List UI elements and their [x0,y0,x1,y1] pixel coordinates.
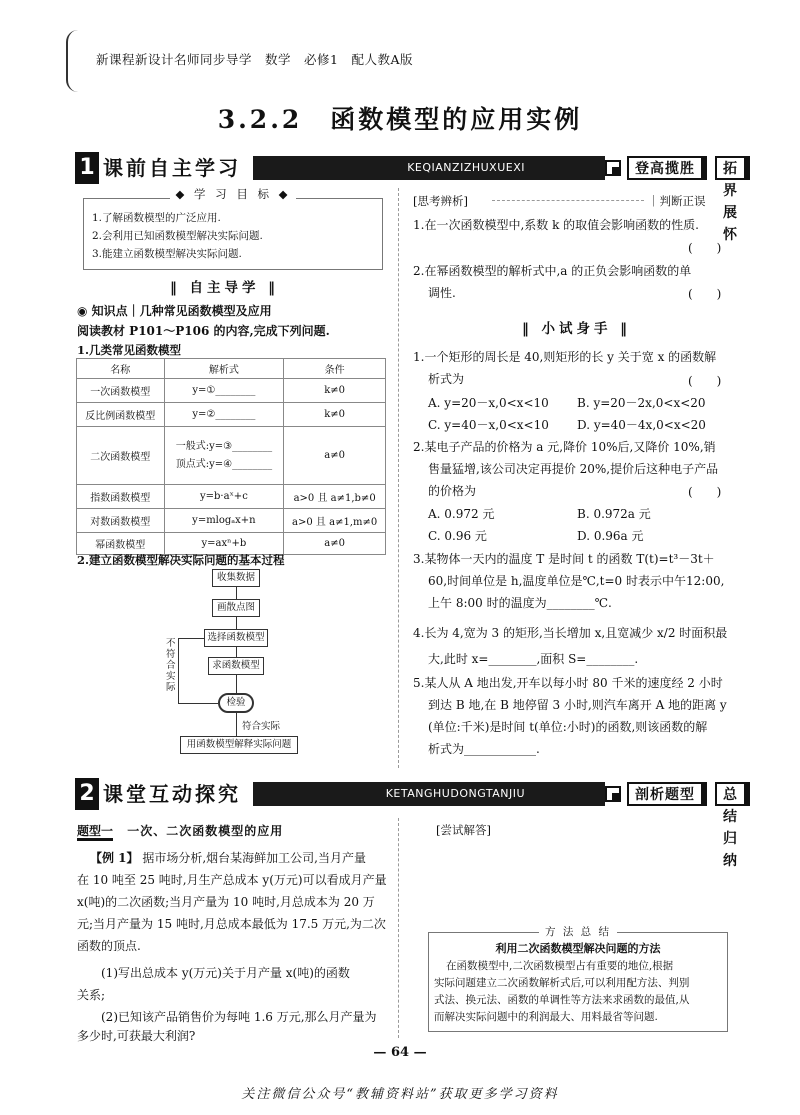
table-cell: 一次函数模型 [77,379,165,403]
think-label: [思考辨析] [413,194,468,208]
table-header-cell: 名称 [77,359,165,379]
try-answer-label: [尝试解答] [436,823,491,837]
option-a: A. 0.972 元 [428,507,495,521]
book-header: 新课程新设计名师同步导学 数学 必修1 配人教A版 [96,52,413,67]
flow-arrow [236,675,237,693]
flow-step-scatter: 画散点图 [212,599,260,617]
objectives-title-text: 学 习 目 标 [194,187,272,201]
flow-arrow [236,713,237,736]
example-line: 在 10 吨至 25 吨时,月生产总成本 y(万元)可以看成月产量 [77,873,387,887]
table-cell: y=②________ [164,403,284,427]
flow-arrow [236,617,237,629]
table-header-cell: 解析式 [164,359,284,379]
answer-paren: ( ) [688,374,722,388]
table-row [77,379,386,403]
flow-label-no: 不符合实际 [166,638,176,693]
method-line: 而解决实际问题中的利润最大、用料最省等问题. [434,1011,658,1023]
table-header-row [77,359,386,379]
knowledge-point: ◉ 知识点｜几种常见函数模型及应用 [77,304,272,318]
square-icon [605,160,621,176]
option-b: B. y=20－2x,0<x<20 [577,396,706,410]
objective-item: 3.能建立函数模型解决实际问题. [92,248,242,260]
table-row [77,485,386,509]
trial-q5-cont: 析式为____________. [428,742,540,756]
option-d: D. 0.96a 元 [577,529,644,543]
section-title: 课堂互动探究 [103,782,241,806]
trial-q3-cont: 60,时间单位是 h,温度单位是℃,t=0 时表示中午12:00, [428,574,725,588]
flow-step-explain: 用函数模型解释实际问题 [180,736,298,754]
section-bar [253,782,605,806]
flow-step-solve-model: 求函数模型 [208,657,264,675]
flow-step-collect: 收集数据 [212,569,260,587]
problem-type-label: 题型一 [77,824,113,841]
trial-heading: ‖ 小试身手 ‖ [522,321,631,337]
option-a: A. y=20－x,0<x<10 [428,396,549,410]
table-cell: k≠0 [284,403,386,427]
table-cell: 指数函数模型 [77,485,165,509]
method-line: 在函数模型中,二次函数模型占有重要的地位,根据 [446,960,674,972]
table-cell: y=b·aˣ+c [164,485,284,509]
objective-item: 2.会利用已知函数模型解决实际问题. [92,230,263,242]
square-icon [605,786,621,802]
table-cell: 对数函数模型 [77,509,165,533]
table-cell: 幂函数模型 [77,533,165,555]
example-line: 元;当月产量为 15 吨时,月总成本最低为 17.5 万元,为二次 [77,917,386,931]
column-divider [398,818,399,1038]
knowledge-label: ◉ 知识点 [77,304,128,318]
guide-heading: ‖ 自主导学 ‖ [170,280,279,296]
page-title: 3.2.2 函数模型的应用实例 [217,105,583,134]
section-number: 2 [75,778,99,810]
subsection-2-title: 2.建立函数模型解决实际问题的基本过程 [77,553,285,567]
option-b: B. 0.972a 元 [577,507,651,521]
section-tag-1: 登高揽胜 [627,156,707,180]
trial-q4: 4.长为 4,宽为 3 的矩形,当长增加 x,且宽减少 x/2 时面积最 [413,626,728,640]
section-pinyin: KEQIANZIZHUXUEXI [407,161,525,174]
header-decoration [66,30,80,92]
reading-instruction: 阅读教材 P101～P106 的内容,完成下列问题. [77,324,330,338]
table-header-cell: 条件 [284,359,386,379]
section-pinyin: KETANGHUDONGTANJIU [385,787,525,800]
option-c: C. 0.96 元 [428,529,487,543]
trial-q5-cont: 到达 B 地,在 B 地停留 3 小时,则汽车离开 A 地的距离 y [428,698,727,712]
flow-arrow [236,647,237,657]
table-row [77,427,386,485]
table-cell: y=axⁿ+b [164,533,284,555]
trial-q2-cont: 的价格为 [428,484,477,498]
answer-paren: ( ) [688,241,722,255]
problem-type-heading [77,822,283,839]
method-line: 式法、换元法、函数的单调性等方法来求函数的最值,从 [434,994,690,1006]
example-line: x(吨)的二次函数;当月产量为 10 吨时,月总成本为 20 万 [77,895,375,909]
flow-loop-line [178,638,204,639]
flow-label-yes: 符合实际 [242,721,281,732]
answer-paren: ( ) [688,287,722,301]
knowledge-title: 几种常见函数模型及应用 [139,304,272,318]
page-number: — 64 — [373,1045,427,1060]
table-cell: 反比例函数模型 [77,403,165,427]
trial-q1: 1.一个矩形的周长是 40,则矩形的长 y 关于宽 x 的函数解 [413,350,717,364]
table-cell: a≠0 [284,533,386,555]
think-right-label: ｜判断正误 [648,194,706,208]
example-line: 函数的顶点. [77,939,141,953]
think-q1-text: 1.在一次函数模型中,系数 k 的取值会影响函数的性质. [413,218,699,232]
trial-q2: 2.某电子产品的价格为 a 元,降价 10%后,又降价 10%,销 [413,440,716,454]
flow-loop-line [178,638,179,703]
trial-q1-cont: 析式为 [428,372,465,386]
example-line: 多少时,可获最大利润? [77,1029,196,1043]
think-question-1 [413,214,729,258]
example-line: (1)写出总成本 y(万元)关于月产量 x(吨)的函数 [101,966,350,980]
table-cell: k≠0 [284,379,386,403]
table-cell: y=①________ [164,379,284,403]
method-line: 实际问题建立二次函数解析式后,可以利用配方法、判别 [434,977,690,989]
trial-title: 小试身手 [541,321,612,337]
think-question-2-cont: 调性. [428,286,456,300]
think-question-2: 2.在幂函数模型的解析式中,a 的正负会影响函数的单 [413,264,692,278]
example-line: 关系; [77,988,106,1002]
flow-step-choose-model: 选择函数模型 [204,629,268,647]
answer-paren: ( ) [688,485,722,499]
table-cell: a≠0 [284,427,386,485]
table-cell: 二次函数模型 [77,427,165,485]
example-line [90,847,366,869]
flow-step-verify: 检验 [218,693,254,713]
method-title: 方 法 总 结 [539,926,617,938]
section-tag-2: 总结归纳 [715,782,750,806]
section-number: 1 [75,152,99,184]
option-c: C. y=40－x,0<x<10 [428,418,549,432]
method-subtitle: 利用二次函数模型解决问题的方法 [495,942,661,955]
section-tag-2: 拓界展怀 [715,156,750,180]
objective-item: 1.了解函数模型的广泛应用. [92,212,221,224]
table-cell: 一般式:y=③________ 顶点式:y=④________ [164,427,284,485]
flow-loop-line [178,703,218,704]
flow-arrow [236,587,237,599]
example-line: (2)已知该产品销售价为每吨 1.6 万元,那么月产量为 [101,1010,377,1024]
section-tag-1: 剖析题型 [627,782,707,806]
table-row [77,403,386,427]
option-d: D. y=40－4x,0<x<20 [577,418,706,432]
section-title: 课前自主学习 [103,156,241,180]
trial-q2-cont: 售量猛增,该公司决定再提价 20%,提价后这种电子产品 [428,462,719,476]
guide-title: 自主导学 [189,280,260,296]
table-cell: a>0 且 a≠1,m≠0 [284,509,386,533]
trial-q3: 3.某物体一天内的温度 T 是时间 t 的函数 T(t)=t³－3t＋ [413,552,715,566]
problem-type-title: 一次、二次函数模型的应用 [127,824,284,838]
objectives-title: ◆ 学 习 目 标 ◆ [83,186,383,202]
column-divider [398,188,399,768]
example-text: 据市场分析,烟台某海鲜加工公司,当月产量 [142,851,366,865]
table-cell: y=mlogₐx+n [164,509,284,533]
trial-q5-cont: (单位:千米)是时间 t(单位:小时)的函数,则该函数的解 [428,720,708,734]
judge-label: 判断正误 [659,194,706,208]
trial-q3-cont: 上午 8:00 时的温度为________℃. [428,596,612,610]
trial-q5: 5.某人从 A 地出发,开车以每小时 80 千米的速度经 2 小时 [413,676,723,690]
section-bar [253,156,605,180]
example-label: 【例 1】 [90,851,139,865]
footer-note: 关注微信公众号“教辅资料站”获取更多学习资料 [241,1087,559,1102]
table-row [77,509,386,533]
method-title-wrap [428,924,728,939]
function-models-table [76,358,386,555]
trial-q4-cont: 大,此时 x=________,面积 S=________. [428,652,639,666]
table-cell: a>0 且 a≠1,b≠0 [284,485,386,509]
think-rule [492,200,644,201]
subsection-1-title: 1.几类常见函数模型 [77,343,182,357]
